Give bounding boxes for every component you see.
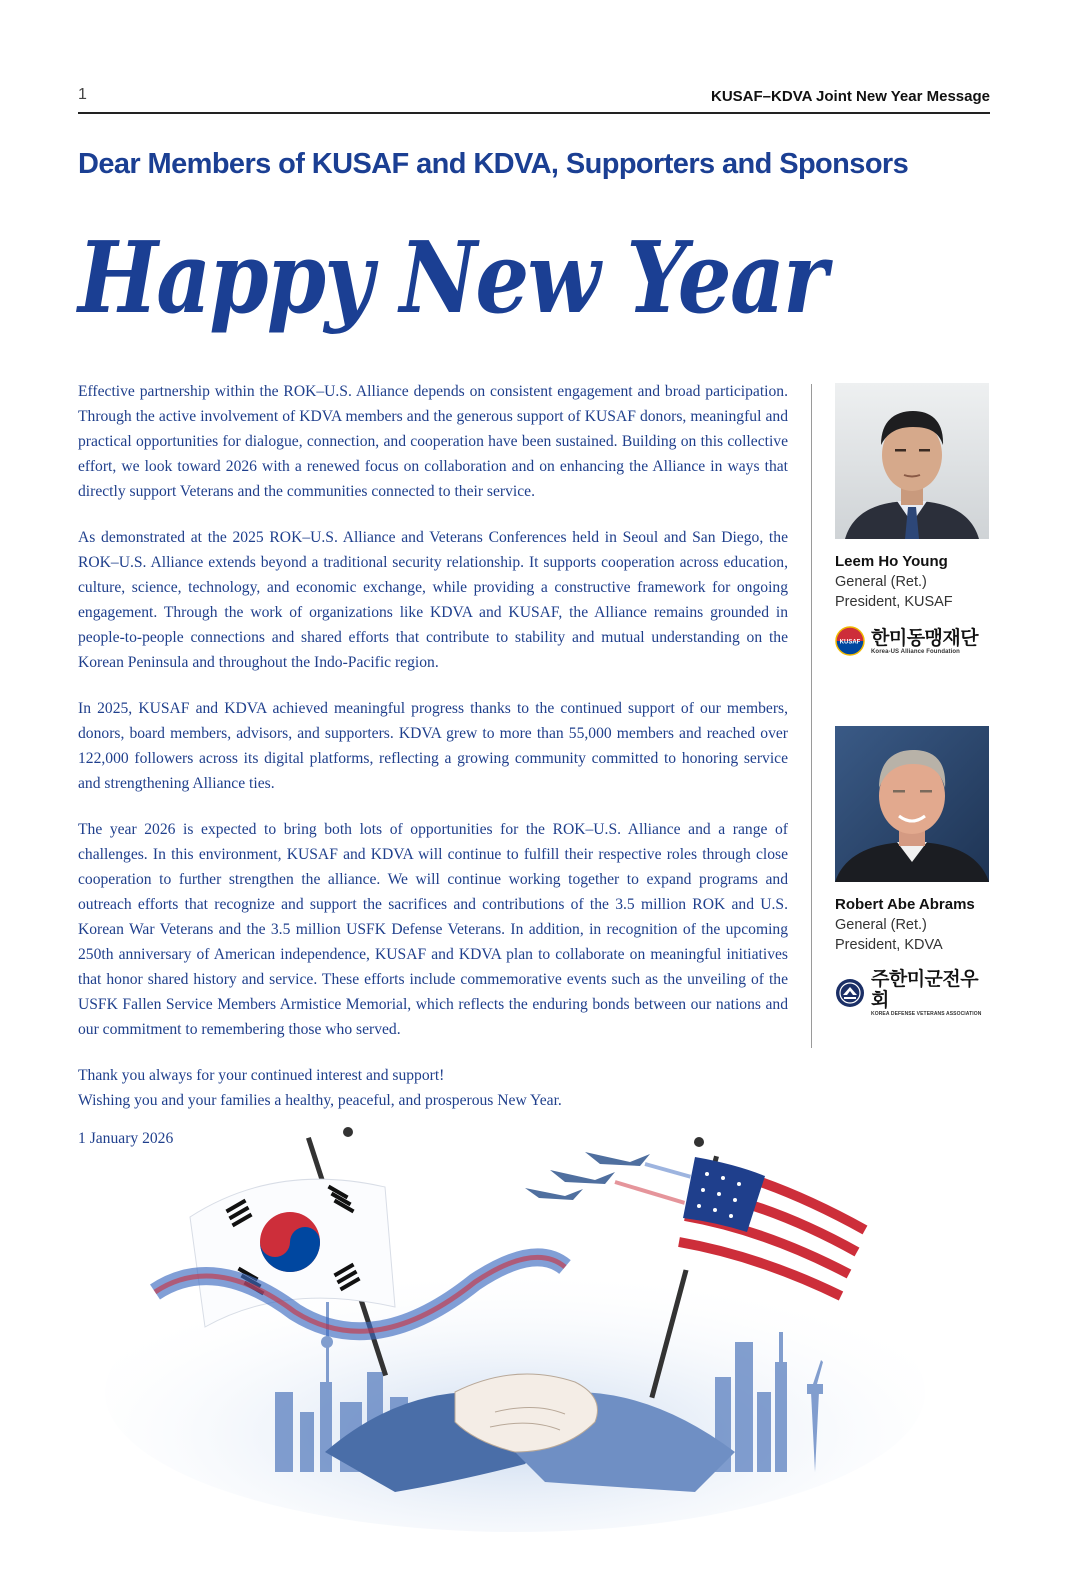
kusaf-org-subtitle: Korea-US Alliance Foundation — [871, 648, 960, 655]
kdva-logo — [835, 969, 989, 1017]
body-paragraph-2: As demonstrated at the 2025 ROK–U.S. Alliance and Veterans Conferences held in Seoul and San Diego, the ROK–U.S. Alliance extends beyond a traditional security relationship. It supports cooperation across education, culture, science, technology, and economic exchange, while providing a constructive framework for ongoing engagement. Through the work of organizations like KDVA and KUSAF, the Alliance remains grounded in people-to-people connections and shared efforts that contribute to stability and mutual understanding on the Korean Peninsula and throughout the Indo-Pacific region. — [78, 529, 788, 671]
signatory-rank: General (Ret.) — [835, 917, 927, 933]
page-number: 1 — [78, 86, 87, 103]
signatory-kdva — [835, 726, 989, 1017]
signatory-title: President, KUSAF — [835, 594, 953, 610]
portrait-leem-ho-young — [835, 383, 989, 539]
salutation-heading: Dear Members of KUSAF and KDVA, Supporters and Sponsors — [78, 148, 909, 180]
body-paragraph-4: The year 2026 is expected to bring both lots of opportunities for the ROK–U.S. Alliance and a range of challenges. In this environment, KUSAF and KDVA will continue to fulfill their respective roles through close cooperation to further strengthen the alliance. We will continue working together to expand programs and outreach efforts that recognize and support the sacrifices and contributions of the 3.5 million ROK and U.S. Korean War Veterans and the 3.5 million USFK Defense Veterans. In addition, in recognition of the upcoming 250th anniversary of American independence, KUSAF and KDVA plan to collaborate on meaningful initiatives that honor shared history and service. These efforts include commemorative events such as the unveiling of the USFK Fallen Service Members Armistice Memorial, which reflects the enduring bonds between our nations and our commitment to remembering those who served. — [78, 821, 788, 1038]
kdva-org-subtitle: KOREA DEFENSE VETERANS ASSOCIATION — [871, 1011, 982, 1017]
kusaf-emblem-icon — [835, 626, 865, 656]
alliance-illustration — [95, 1092, 935, 1532]
column-divider — [811, 384, 812, 1048]
portrait-robert-abe-abrams — [835, 726, 989, 882]
closing-line-1: Thank you always for your continued interest and support! — [78, 1067, 445, 1084]
body-paragraph-1: Effective partnership within the ROK–U.S. Alliance depends on consistent engagement and broad participation. Through the active involvement of KDVA members and the generous support of KUSAF donors, meaningful and practical opportunities for dialogue, connection, and cooperation have been sustained. Building on this collective effort, we look toward 2026 with a renewed focus on collaboration and on enhancing the Alliance in ways that directly support Veterans and the communities connected to their service. — [78, 383, 788, 500]
running-title: KUSAF–KDVA Joint New Year Message — [711, 88, 990, 105]
letter-date: 1 January 2026 — [78, 1130, 174, 1147]
letter-body — [78, 379, 788, 1148]
kdva-emblem-icon — [835, 978, 865, 1008]
happy-new-year-headline — [72, 200, 852, 370]
kusaf-org-name: 한미동맹재단 — [871, 626, 979, 649]
header-divider — [78, 112, 990, 114]
body-paragraph-3: In 2025, KUSAF and KDVA achieved meaningful progress thanks to the continued support of our members, donors, board members, advisors, and supporters. KDVA grew to more than 55,000 members and reached over 122,000 followers across its digital platforms, reflecting a growing community committed to honoring service and strengthening Alliance ties. — [78, 700, 788, 792]
headline-text: Happy New Year — [75, 221, 834, 336]
signatory-name: Leem Ho Young — [835, 553, 948, 570]
signatory-name: Robert Abe Abrams — [835, 896, 975, 913]
signatory-kusaf — [835, 383, 989, 656]
signatory-rank: General (Ret.) — [835, 574, 927, 590]
kusaf-logo — [835, 626, 989, 656]
kdva-org-name: 주한미군전우회 — [871, 968, 979, 1011]
kusaf-emblem-text: KUSAF — [839, 639, 861, 646]
signatory-title: President, KDVA — [835, 937, 943, 953]
closing-line-2: Wishing you and your families a healthy, peaceful, and prosperous New Year. — [78, 1092, 562, 1109]
